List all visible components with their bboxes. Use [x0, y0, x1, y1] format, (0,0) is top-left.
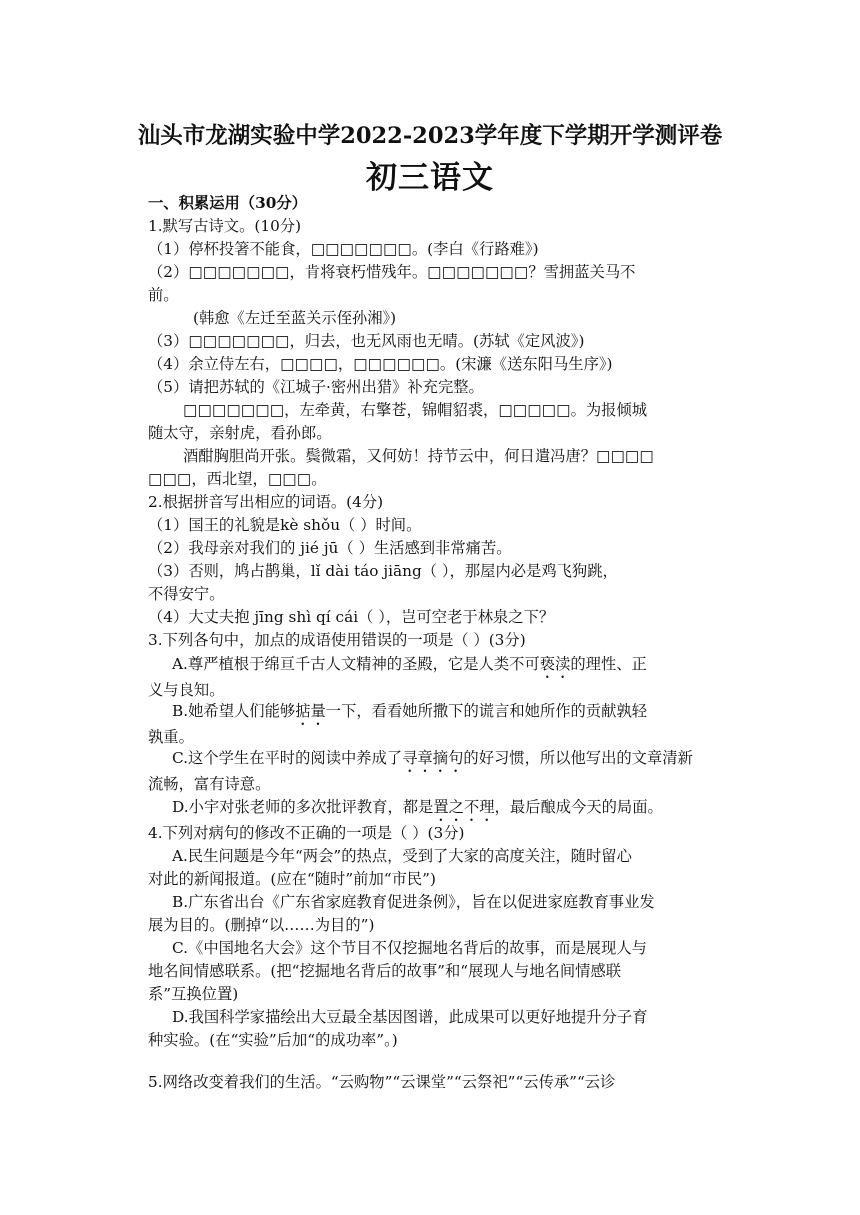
q4-option-d: D.我国科学家描绘出大豆最全基因图谱，此成果可以更好地提升分子育: [172, 1008, 648, 1026]
q2-part-4: （4）大丈夫抱 jīng shì qí cái（ ），岂可空老于林泉之下？: [148, 608, 555, 626]
q1-part-2: （2）□□□□□□□，肯将衰朽惜残年。□□□□□□□？雪拥蓝关马不: [148, 263, 636, 281]
q3-option-b: [172, 701, 647, 729]
q1-part-3: （3）□□□□□□□，归去，也无风雨也无晴。(苏轼《定风波》): [148, 332, 585, 350]
q3-b-text-end: 一下，看看她所撒下的谎言和她所作的贡献孰轻: [325, 702, 648, 720]
q4-stem: 4.下列对病句的修改不正确的一项是（ ）(3分): [148, 824, 465, 842]
q3-c-text-end: 的好习惯，所以他写出的文章清新: [463, 749, 693, 767]
q1-part-2-source: (韩愈《左迁至蓝关示侄孙湘》): [193, 309, 397, 327]
section-heading: 一、积累运用（30分）: [148, 194, 307, 212]
q4-option-c: C.《中国地名大会》这个节目不仅挖掘地名背后的故事，而是展现人与: [172, 939, 647, 957]
q4-option-c-cont: 地名间情感联系。(把“挖掘地名背后的故事”和“展现人与地名间情感联: [148, 962, 622, 980]
q3-option-a-cont: 义与良知。: [148, 681, 225, 699]
q2-part-2: （2）我母亲对我们的 jié jū（ ）生活感到非常痛苦。: [148, 539, 512, 557]
q4-option-d-cont: 种实验。(在“实验”后加“的成功率”。): [148, 1031, 398, 1049]
q2-part-3: （3）否则，鸠占鹊巢，lǐ dài táo jiāng（ ），那屋内必是鸡飞狗跳，: [148, 562, 618, 580]
q1-part-2-cont: 前。: [148, 286, 179, 304]
q3-a-idiom: 亵渎: [539, 655, 571, 673]
q1-part-5-line1: □□□□□□□，左牵黄，右擎苍，锦帽貂裘，□□□□□。为报倾城: [183, 401, 648, 419]
q3-c-idiom: 寻章摘句: [402, 749, 464, 767]
exam-subject: 初三语文: [366, 160, 494, 196]
q2-part-1: （1）国王的礼貌是kè shǒu（ ）时间。: [148, 516, 422, 534]
q3-option-b-cont: 孰重。: [148, 728, 194, 746]
q1-part-5-line3: 酒酣胸胆尚开张。鬓微霜，又何妨！持节云中，何日遣冯唐？□□□□: [183, 447, 654, 465]
q3-option-a: [172, 654, 647, 682]
q4-option-a-cont: 对此的新闻报道。(应在“随时”前加“市民”): [148, 870, 436, 888]
q3-option-c-cont: 流畅，富有诗意。: [148, 775, 271, 793]
q3-option-d: [172, 797, 663, 825]
q1-part-4: （4）余立侍左右，□□□□，□□□□□□。(宋濂《送东阳马生序》): [148, 355, 613, 373]
q3-option-c: [172, 748, 693, 776]
q3-d-text: D.小宇对张老师的多次批评教育，都是: [172, 798, 434, 816]
q3-stem: 3.下列各句中，加点的成语使用错误的一项是（ ）(3分): [148, 631, 526, 649]
exam-title: 汕头市龙湖实验中学2022-2023学年度下学期开学测评卷: [137, 123, 723, 149]
q1-part-1: （1）停杯投箸不能食，□□□□□□□。(李白《行路难》): [148, 240, 539, 258]
q1-part-5: （5）请把苏轼的《江城子·密州出猎》补充完整。: [148, 378, 484, 396]
q3-d-idiom: 置之不理: [433, 798, 495, 816]
q3-a-text-end: 的理性、正: [570, 655, 647, 673]
q4-option-c-cont2: 系”互换位置): [148, 985, 239, 1003]
q3-b-text: B.她希望人们能够: [172, 702, 296, 720]
q2-part-3-cont: 不得安宁。: [148, 585, 225, 603]
q3-b-idiom: 掂量: [295, 702, 326, 720]
q1-stem: 1.默写古诗文。(10分): [148, 217, 302, 235]
q3-d-text-end: ，最后酿成今天的局面。: [494, 798, 663, 816]
q1-part-5-line2: 随太守，亲射虎，看孙郎。: [148, 424, 332, 442]
q4-option-b: B.广东省出台《广东省家庭教育促进条例》，旨在以促进家庭教育事业发: [172, 893, 655, 911]
q5-stem: 5.网络改变着我们的生活。“云购物”“云课堂”“云祭祀”“云传承”“云诊: [148, 1073, 616, 1091]
q4-option-a: A.民生问题是今年“两会”的热点，受到了大家的高度关注，随时留心: [172, 847, 632, 865]
q4-option-b-cont: 展为目的。(删掉“以……为目的”): [148, 916, 375, 934]
q3-c-text: C.这个学生在平时的阅读中养成了: [172, 749, 403, 767]
q2-stem: 2.根据拼音写出相应的词语。(4分): [148, 493, 384, 511]
q3-a-text: A.尊严植根于绵亘千古人文精神的圣殿，它是人类不可: [172, 655, 540, 673]
q1-part-5-line4: □□□，西北望，□□□。: [148, 470, 327, 488]
